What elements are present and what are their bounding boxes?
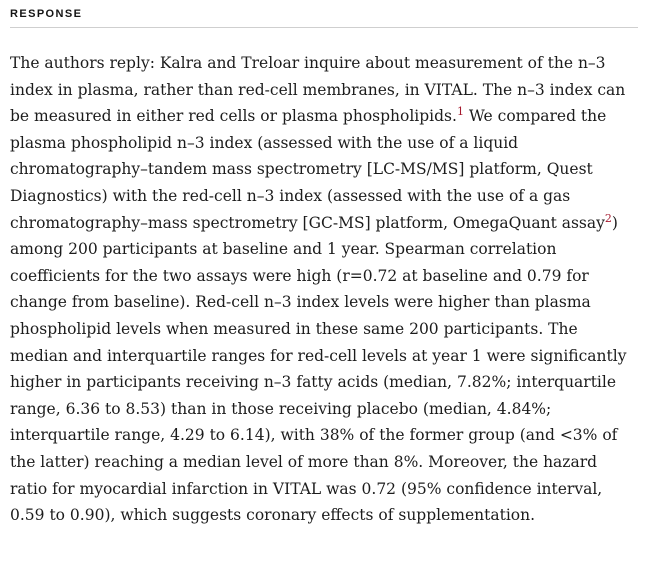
section-header: RESPONSE	[10, 8, 638, 28]
paragraph-segment-3: ) among 200 participants at baseline and 1 year. Spearman correlation coefficients for the two assays were high (r=0.72 at baseline and 0.79 for change from baseline). Red-cell n–3 index levels were higher than plasma phospholipid levels when measured in these same 200 participants. The median and interquartile ranges for red-cell levels at year 1 were significantly higher in participants receiving n–3 fatty acids (median, 7.82%; interquartile range, 6.36 to 8.53) than in those receiving placebo (median, 4.84%; interquartile range, 4.29 to 6.14), with 38% of the former group (and <3% of the latter) reaching a median level of more than 8%. Moreover, the hazard ratio for myocardial infarction in VITAL was 0.72 (95% confidence interval, 0.59 to 0.90), which suggests coronary effects of supplementation.	[10, 213, 627, 525]
response-paragraph	[10, 50, 638, 529]
reference-link-2[interactable]: 2	[604, 211, 612, 225]
reference-link-1[interactable]: 1	[456, 105, 464, 119]
paragraph-segment-2: We compared the plasma phospholipid n–3 index (assessed with the use of a liquid chromatography–tandem mass spectrometry [LC-MS/MS] platform, Quest Diagnostics) with the red-cell n–3 index (assessed with the use of a gas chromatography–mass spectrometry [GC-MS] platform, OmegaQuant assay	[10, 107, 607, 232]
paragraph-segment-1: The authors reply: Kalra and Treloar inquire about measurement of the n–3 index in plasma, rather than red-cell membranes, in VITAL. The n–3 index can be measured in either red cells or plasma phospholipids.	[10, 54, 626, 126]
